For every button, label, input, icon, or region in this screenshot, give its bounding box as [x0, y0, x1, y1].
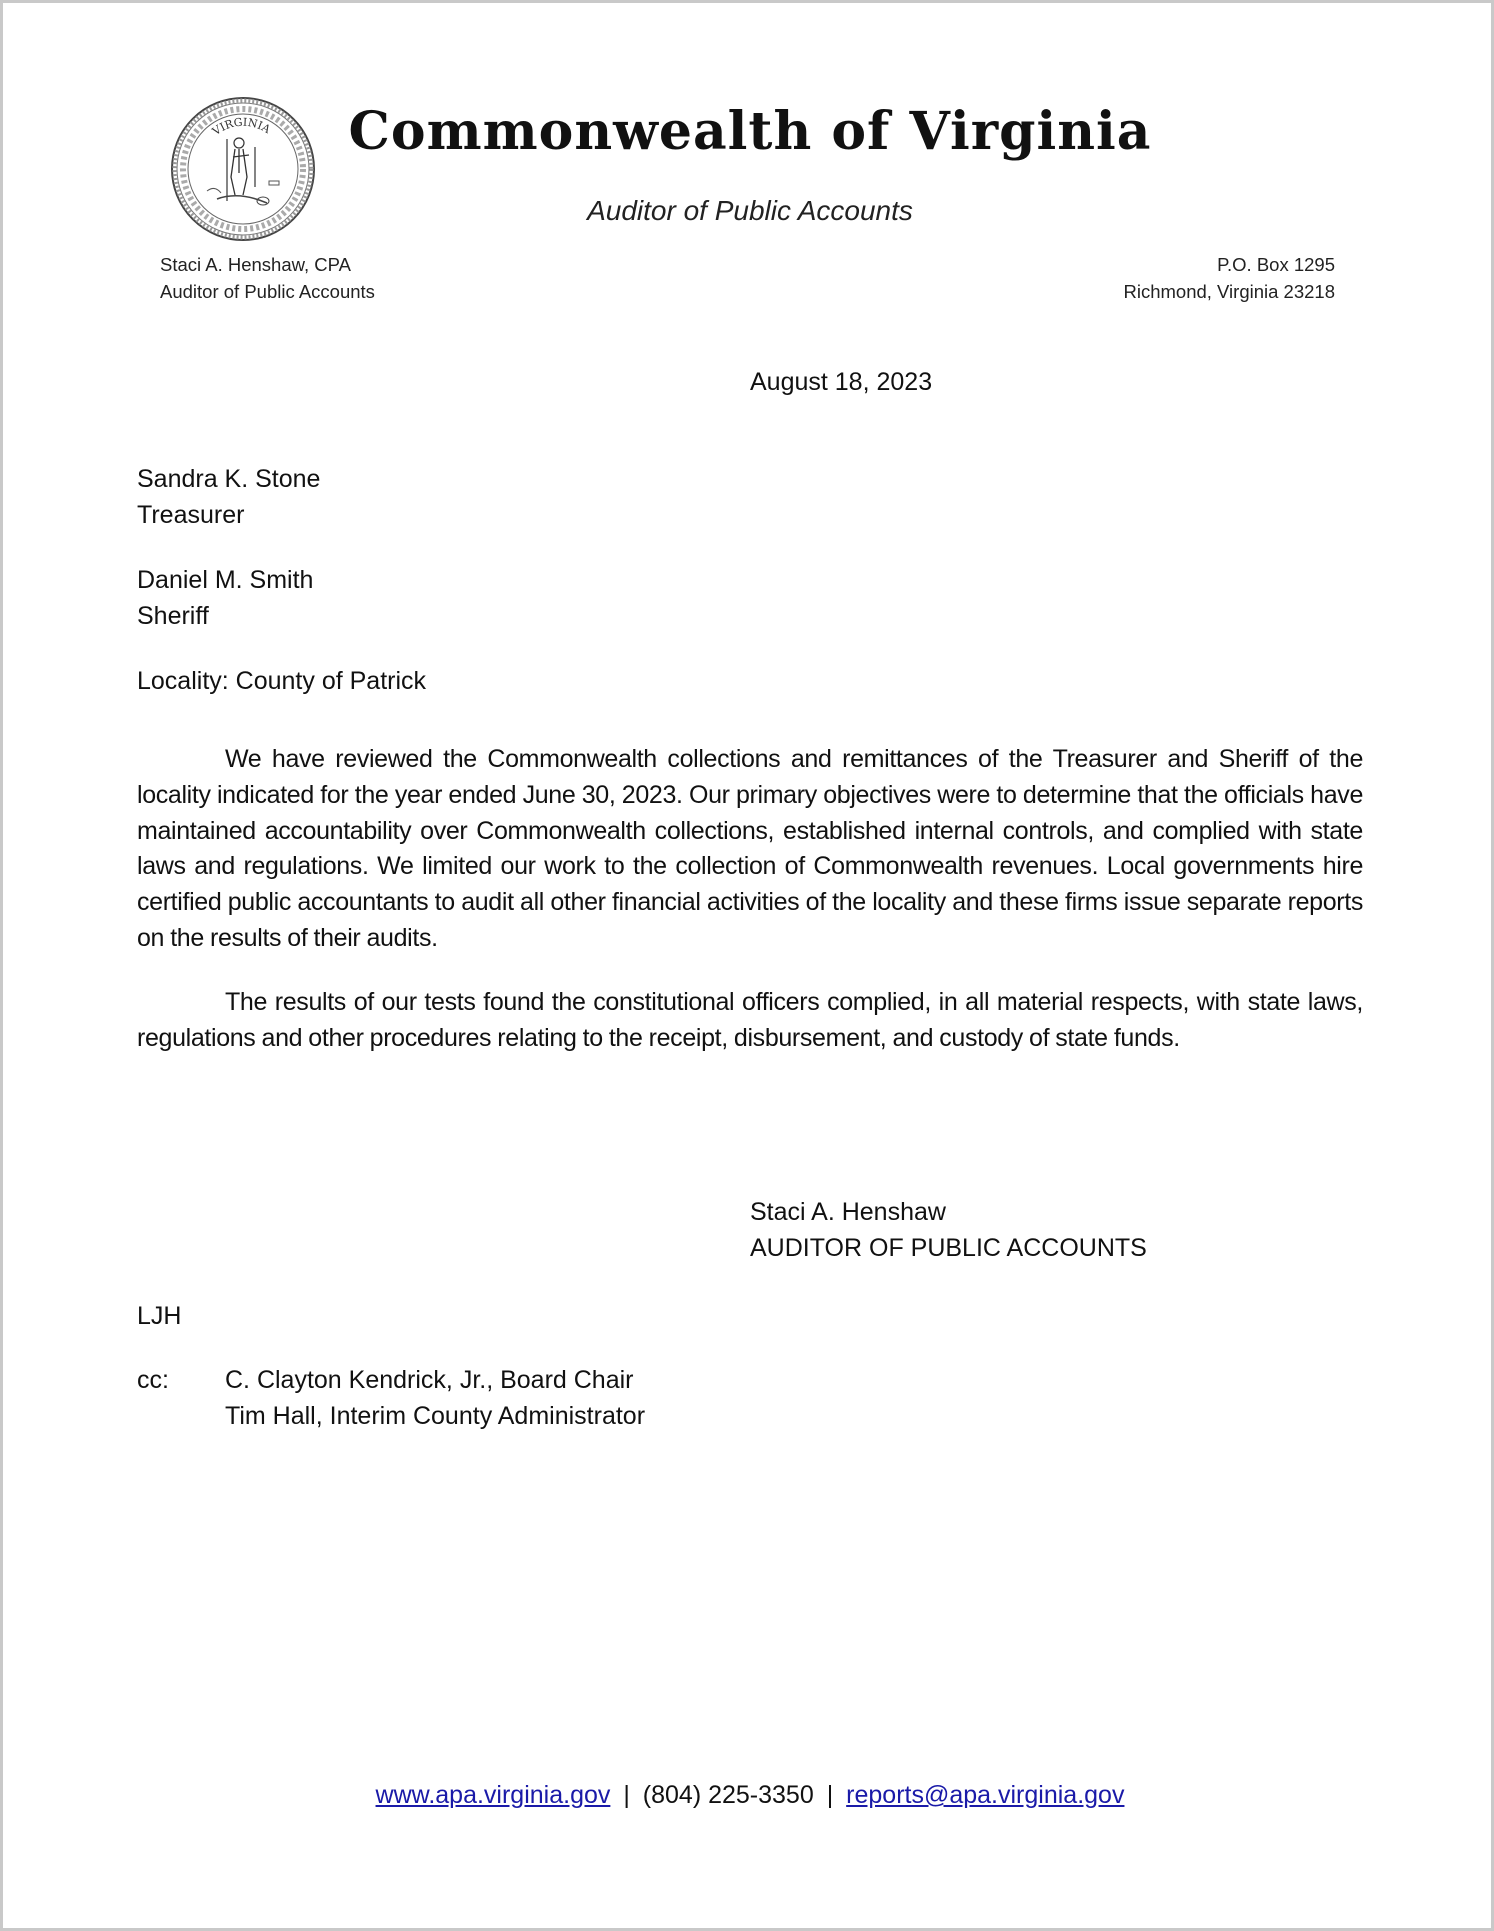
recipient-name: Daniel M. Smith — [137, 566, 314, 594]
footer-contact — [3, 1781, 1494, 1810]
seal-text: VIRGINIA — [209, 115, 273, 139]
recipient-treasurer — [137, 462, 320, 534]
cc-recipient: C. Clayton Kendrick, Jr., Board Chair — [225, 1366, 634, 1394]
auditor-name-block — [160, 251, 375, 305]
recipient-sheriff — [137, 563, 313, 635]
signature-name: Staci A. Henshaw — [750, 1198, 946, 1226]
cc-recipient: Tim Hall, Interim County Administrator — [225, 1401, 646, 1430]
typist-initials: LJH — [137, 1302, 182, 1330]
cc-list — [225, 1363, 645, 1435]
auditor-office: Auditor of Public Accounts — [160, 281, 375, 302]
letter-date: August 18, 2023 — [750, 368, 933, 396]
footer-separator: | — [826, 1781, 834, 1809]
recipient-title: Sheriff — [137, 601, 209, 630]
auditor-name: Staci A. Henshaw, CPA — [160, 254, 351, 275]
mailing-address-block — [1123, 251, 1335, 305]
city-state-zip: Richmond, Virginia 23218 — [1123, 281, 1335, 302]
cc-label: cc: — [137, 1366, 169, 1394]
signature-title: AUDITOR OF PUBLIC ACCOUNTS — [750, 1233, 1147, 1262]
website-link[interactable]: www.apa.virginia.gov — [375, 1781, 611, 1809]
letterhead-title: Commonwealth of Virginia — [348, 101, 1152, 162]
phone-number: (804) 225-3350 — [642, 1781, 814, 1809]
email-link[interactable]: reports@apa.virginia.gov — [846, 1781, 1125, 1809]
signature-block — [750, 1195, 1147, 1267]
body-paragraph-2: The results of our tests found the constitutional officers complied, in all material respects, with state laws, regulations and other procedures relating to the receipt, disbursement, and custody of state funds. — [137, 988, 1363, 1052]
po-box: P.O. Box 1295 — [1217, 254, 1335, 275]
locality-line: Locality: County of Patrick — [137, 667, 427, 695]
recipient-title: Treasurer — [137, 500, 245, 529]
body-paragraph-1: We have reviewed the Commonwealth collections and remittances of the Treasurer and Sheriff of the locality indicated for the year ended June 30, 2023. Our primary objectives were to determine that the officials have maintained accountability over Commonwealth collections, established internal controls, and complied with state laws and regulations. We limited our work to the collection of Commonwealth revenues. Local governments hire certified public accountants to audit all other financial activities of the locality and these firms issue separate reports on the results of their audits. — [137, 745, 1363, 952]
footer-separator: | — [623, 1781, 630, 1809]
letterhead-subtitle: Auditor of Public Accounts — [587, 195, 913, 226]
recipient-name: Sandra K. Stone — [137, 465, 321, 493]
